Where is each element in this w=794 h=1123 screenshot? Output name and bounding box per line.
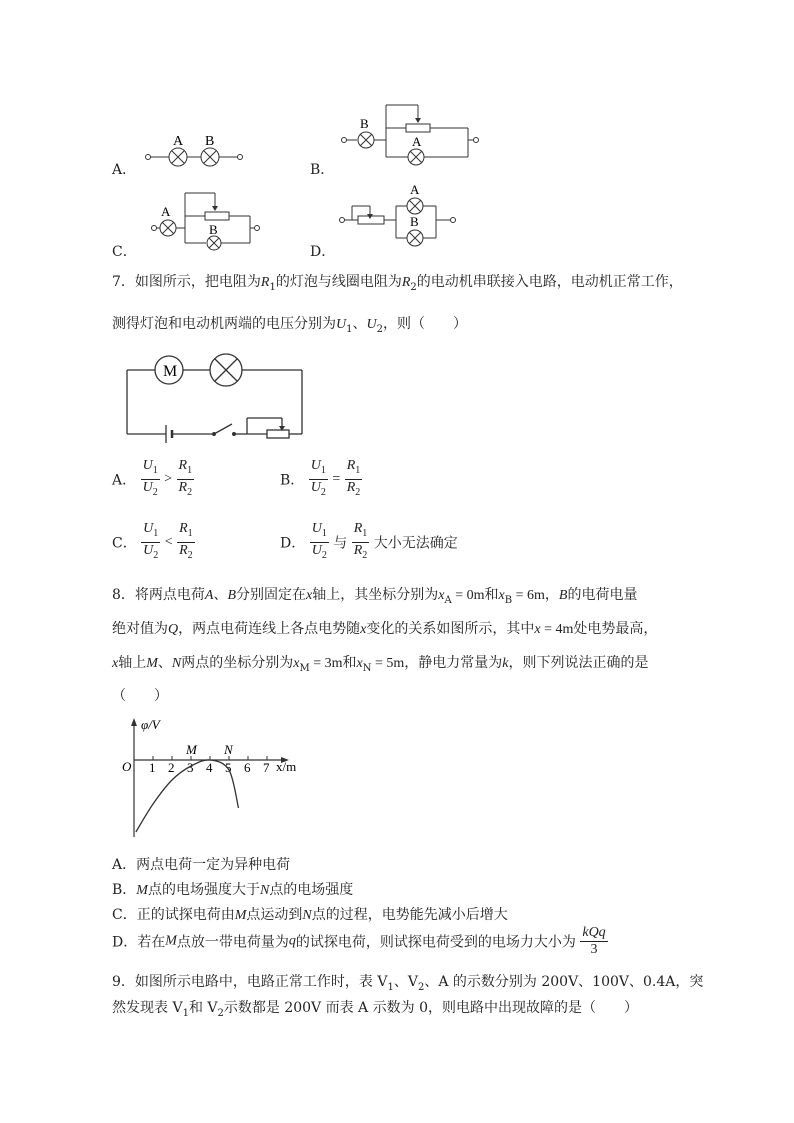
x-tick-label: 2 xyxy=(168,760,175,775)
q8-stem-line1: 8．将两点电荷A、B分别固定在x轴上，其坐标分别为$x_A = 0m$和$x_B = 6m$，B的电荷电量 xyxy=(112,587,638,606)
q8-option-a[interactable]: A．两点电荷一定为异种电荷 xyxy=(112,857,291,873)
q6a-lamp-a: A xyxy=(173,134,184,149)
x-tick-label: 5 xyxy=(225,760,232,775)
point-m-label: M xyxy=(186,742,197,757)
x-tick-label: 3 xyxy=(187,760,194,775)
q7-option-b[interactable]: B． $\frac{U_1}{U_2}$ = $\frac{R_1}{R_2}$ xyxy=(280,458,361,498)
q6-option-b-label[interactable]: B． xyxy=(310,162,335,178)
q6-option-c-label[interactable]: C． xyxy=(112,244,137,260)
q8-option-d[interactable]: D．若在M点放一带电荷量为q的试探电荷，则试探电荷受到的电场力大小为 $\frac{\text{kQq}}{3}$ xyxy=(112,925,606,957)
origin-label: O xyxy=(122,759,132,774)
q6-option-d-label[interactable]: D． xyxy=(310,244,336,260)
q8-answer-brackets: （ ） xyxy=(112,688,168,704)
x-tick-label: 6 xyxy=(244,760,251,775)
q6b-lamp-a: A xyxy=(412,134,422,149)
q6-option-c-circuit xyxy=(150,188,270,250)
q8-stem-line2: 绝对值为Q，两点电荷连线上各点电势随x变化的关系如图所示，其中x = 4m处电势最高， xyxy=(112,621,658,637)
q6-option-a-circuit xyxy=(140,128,250,178)
q9-stem-line2: 然发现表 $V_1$和 $V_2$示数都是 200V 而表 A 示数为 0，则电路中出现故障的是（ ） xyxy=(112,1000,638,1019)
point-n-label: N xyxy=(224,742,233,757)
q6d-lamp-b: B xyxy=(410,214,419,229)
q8-stem-line3: x轴上M、N两点的坐标分别为$x_M = 3m$和$x_N = 5m$，静电力常量为k，则下列说法正确的是 xyxy=(112,655,649,674)
x-tick-label: 7 xyxy=(263,760,270,775)
q7-circuit-diagram xyxy=(122,352,307,442)
x-axis-label: x/m xyxy=(276,759,297,774)
q6b-lamp-b: B xyxy=(360,116,369,131)
q7-option-d[interactable]: D． $\frac{U_1}{U_2}$ 与 $\frac{R_1}{R_2}$ 大小无法确定 xyxy=(280,521,458,561)
q8-potential-graph xyxy=(115,716,315,841)
x-tick-label: 4 xyxy=(206,760,213,775)
q6c-lamp-a: A xyxy=(161,204,171,219)
q6-option-b-circuit xyxy=(340,100,480,170)
q6-option-a-label[interactable]: A． xyxy=(112,162,137,178)
q6d-lamp-a: A xyxy=(410,182,420,197)
q6c-lamp-b: B xyxy=(209,222,218,237)
q7-option-c[interactable]: C． $\frac{U_1}{U_2}$ < $\frac{R_1}{R_2}$ xyxy=(112,521,193,561)
q7-stem-line2: 测得灯泡和电动机两端的电压分别为$U_1$、$U_2$，则（ ） xyxy=(112,316,467,335)
x-tick-label: 1 xyxy=(149,760,156,775)
q9-stem-line1: 9．如图所示电路中，电路正常工作时，表 $V_1$、$V_2$、A 的示数分别为 200V、100V、0.4A，突 xyxy=(112,974,704,993)
q7-option-a[interactable]: A． $\frac{U_1}{U_2}$ > $\frac{R_1}{R_2}$ xyxy=(112,458,193,498)
q7-stem-line1: 7．如图所示，把电阻为$R_1$的灯泡与线圈电阻为$R_2$的电动机串联接入电路，电动机正常工作， xyxy=(112,274,683,293)
q8-option-b[interactable]: B．M点的电场强度大于N点的电场强度 xyxy=(112,882,354,898)
q6-option-d-circuit xyxy=(338,182,468,252)
motor-label: M xyxy=(163,363,178,380)
q8-option-c[interactable]: C．正的试探电荷由M点运动到N点的过程，电势能先减小后增大 xyxy=(112,907,508,923)
q6a-lamp-b: B xyxy=(205,134,215,149)
y-axis-label: φ/V xyxy=(141,717,160,732)
